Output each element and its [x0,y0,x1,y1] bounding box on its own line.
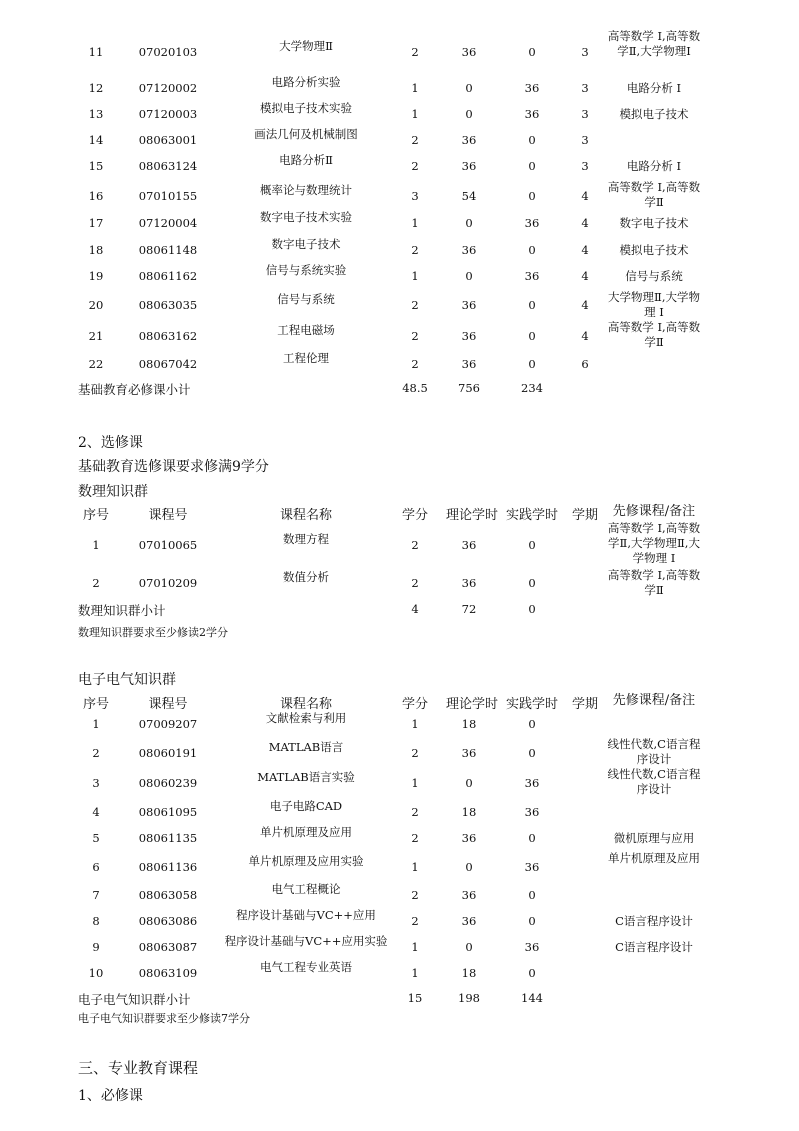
prerequisites: 微机原理与应用 [613,831,695,845]
row-index: 6 [92,860,100,874]
course-credit: 2 [411,538,419,552]
course-name: MATLAB语言实验 [257,770,355,784]
row-index: 2 [92,746,100,760]
course-credit: 1 [411,860,419,874]
theory-hours: 18 [461,717,477,731]
course-code: 08063086 [138,914,198,928]
prerequisites: 高等数学 Ⅰ,高等数学Ⅱ,大学物理Ⅱ,大学物理 Ⅰ [607,521,701,565]
row-index: 8 [92,914,100,928]
course-term: 4 [581,243,589,257]
practice-hours: 0 [528,357,536,371]
header-theory: 理论学时 [446,697,499,712]
theory-hours: 36 [461,298,477,312]
required-subtotal-credit: 48.5 [402,381,428,395]
course-code: 08060239 [138,776,198,790]
header-credit: 学分 [401,508,428,523]
course-code: 07009207 [138,717,198,731]
course-term: 4 [581,269,589,283]
course-term: 3 [581,45,589,59]
practice-hours: 0 [528,243,536,257]
course-name: 电路分析实验 [271,75,341,89]
row-index: 9 [92,940,100,954]
course-name: 电路分析Ⅱ [279,153,333,167]
theory-hours: 36 [461,746,477,760]
header-theory: 理论学时 [446,508,499,523]
prerequisites: 高等数学 Ⅰ,高等数学Ⅱ [607,568,701,597]
row-index: 3 [92,776,100,790]
prerequisites: 电路分析 Ⅰ [626,159,682,173]
course-term: 3 [581,107,589,121]
course-name: 数值分析 [283,570,329,584]
row-index: 11 [88,45,104,59]
row-index: 14 [88,133,104,147]
theory-hours: 36 [461,159,477,173]
row-index: 13 [88,107,104,121]
course-credit: 1 [411,966,419,980]
header-prereq: 先修课程/备注 [612,693,696,708]
theory-hours: 36 [461,888,477,902]
group2-subtotal-theory: 198 [458,991,480,1005]
prerequisites: 线性代数,C语言程序设计 [607,767,701,796]
group1-subtotal-theory: 72 [461,602,477,616]
course-name: 大学物理Ⅱ [279,39,333,53]
practice-hours: 36 [524,81,540,95]
course-name: 画法几何及机械制图 [254,127,358,141]
course-name: 数字电子技术 [271,237,341,251]
practice-hours: 0 [528,888,536,902]
prerequisites: 高等数学 Ⅰ,高等数学Ⅱ [607,320,701,349]
practice-hours: 0 [528,159,536,173]
course-credit: 2 [411,914,419,928]
practice-hours: 0 [528,576,536,590]
section3-title: 三、专业教育课程 [78,1059,199,1077]
course-credit: 2 [411,746,419,760]
course-credit: 2 [411,159,419,173]
theory-hours: 0 [465,776,473,790]
course-code: 07010209 [138,576,198,590]
required-subtotal-label: 基础教育必修课小计 [78,382,191,397]
course-term: 4 [581,216,589,230]
prerequisites: 信号与系统 [625,269,683,283]
course-credit: 1 [411,776,419,790]
course-term: 4 [581,329,589,343]
theory-hours: 36 [461,538,477,552]
required-subtotal-theory: 756 [458,381,480,395]
course-credit: 2 [411,329,419,343]
row-index: 1 [92,717,100,731]
practice-hours: 36 [524,216,540,230]
header-prereq: 先修课程/备注 [612,504,696,519]
course-code: 08063087 [138,940,198,954]
practice-hours: 0 [528,966,536,980]
course-name: 电子电路CAD [269,799,343,813]
header-practice: 实践学时 [506,697,559,712]
course-credit: 2 [411,357,419,371]
course-code: 08063035 [138,298,198,312]
row-index: 22 [88,357,104,371]
header-code: 课程号 [148,697,188,712]
course-name: 工程伦理 [283,351,329,365]
course-credit: 3 [411,189,419,203]
theory-hours: 0 [465,216,473,230]
row-index: 17 [88,216,104,230]
group1-note: 数理知识群要求至少修读2学分 [78,626,228,639]
course-credit: 1 [411,940,419,954]
course-credit: 2 [411,888,419,902]
course-code: 08063109 [138,966,198,980]
course-credit: 2 [411,133,419,147]
course-credit: 1 [411,717,419,731]
prerequisites: 大学物理Ⅱ,大学物理 Ⅰ [608,290,700,319]
theory-hours: 0 [465,81,473,95]
practice-hours: 36 [524,805,540,819]
course-name: 模拟电子技术实验 [260,101,352,115]
course-name: 信号与系统实验 [265,263,347,277]
practice-hours: 0 [528,329,536,343]
course-code: 08063162 [138,329,198,343]
course-name: 电气工程专业英语 [260,960,352,974]
course-credit: 2 [411,243,419,257]
prerequisites: 数字电子技术 [619,216,689,230]
header-term: 学期 [571,508,598,523]
row-index: 15 [88,159,104,173]
course-code: 08061136 [138,860,198,874]
header-index: 序号 [82,508,109,523]
header-term: 学期 [571,697,598,712]
theory-hours: 36 [461,133,477,147]
header-code: 课程号 [148,508,188,523]
row-index: 21 [88,329,104,343]
practice-hours: 0 [528,538,536,552]
course-name: 信号与系统 [277,292,335,306]
row-index: 16 [88,189,104,203]
header-name: 课程名称 [279,697,332,712]
theory-hours: 0 [465,107,473,121]
row-index: 7 [92,888,100,902]
course-term: 3 [581,133,589,147]
course-credit: 2 [411,805,419,819]
row-index: 5 [92,831,100,845]
prerequisites: 线性代数,C语言程序设计 [607,737,701,766]
elective-section-title: 2、选修课 [78,435,143,451]
row-index: 19 [88,269,104,283]
theory-hours: 36 [461,357,477,371]
theory-hours: 54 [461,189,477,203]
course-term: 3 [581,81,589,95]
group2-subtotal-label: 电子电气知识群小计 [78,992,191,1007]
course-credit: 1 [411,107,419,121]
practice-hours: 0 [528,133,536,147]
course-name: 概率论与数理统计 [260,183,352,197]
course-name: 数字电子技术实验 [260,210,352,224]
course-credit: 2 [411,831,419,845]
theory-hours: 0 [465,269,473,283]
prerequisites: C语言程序设计 [615,940,693,954]
prerequisites: C语言程序设计 [615,914,693,928]
header-practice: 实践学时 [506,508,559,523]
course-name: 单片机原理及应用 [260,825,352,839]
course-credit: 2 [411,576,419,590]
theory-hours: 36 [461,243,477,257]
row-index: 4 [92,805,100,819]
practice-hours: 0 [528,831,536,845]
group1-subtotal-label: 数理知识群小计 [78,603,166,618]
course-code: 07120003 [138,107,198,121]
prerequisites: 模拟电子技术 [619,243,689,257]
theory-hours: 36 [461,914,477,928]
header-name: 课程名称 [279,508,332,523]
theory-hours: 18 [461,805,477,819]
header-credit: 学分 [401,697,428,712]
course-name: 程序设计基础与VC++应用 [236,908,376,922]
practice-hours: 36 [524,107,540,121]
prerequisites: 高等数学 Ⅰ,高等数学Ⅱ,大学物理Ⅰ [607,29,701,58]
course-credit: 1 [411,81,419,95]
course-credit: 1 [411,216,419,230]
prerequisites: 电路分析 Ⅰ [626,81,682,95]
practice-hours: 36 [524,776,540,790]
course-credit: 2 [411,298,419,312]
prerequisites: 模拟电子技术 [619,107,689,121]
course-credit: 2 [411,45,419,59]
row-index: 18 [88,243,104,257]
row-index: 20 [88,298,104,312]
course-term: 4 [581,189,589,203]
course-name: 数理方程 [283,532,329,546]
course-name: 电气工程概论 [271,882,341,896]
course-code: 08063124 [138,159,198,173]
group2-subtotal-practice: 144 [521,991,543,1005]
practice-hours: 36 [524,269,540,283]
prerequisites: 单片机原理及应用 [608,851,700,865]
practice-hours: 0 [528,914,536,928]
section3-subtitle: 1、必修课 [78,1088,143,1104]
course-code: 08061095 [138,805,198,819]
theory-hours: 36 [461,831,477,845]
elective-requirement: 基础教育选修课要求修满9学分 [78,459,269,475]
practice-hours: 0 [528,746,536,760]
required-subtotal-practice: 234 [521,381,543,395]
course-code: 07010155 [138,189,198,203]
practice-hours: 0 [528,717,536,731]
course-code: 08067042 [138,357,198,371]
course-code: 07010065 [138,538,198,552]
course-code: 07120002 [138,81,198,95]
practice-hours: 0 [528,298,536,312]
theory-hours: 0 [465,940,473,954]
course-code: 08060191 [138,746,198,760]
group1-title: 数理知识群 [78,484,148,500]
course-term: 6 [581,357,589,371]
header-index: 序号 [82,697,109,712]
theory-hours: 36 [461,576,477,590]
course-term: 4 [581,298,589,312]
course-code: 07020103 [138,45,198,59]
practice-hours: 36 [524,860,540,874]
course-code: 08061148 [138,243,198,257]
theory-hours: 18 [461,966,477,980]
course-name: 文献检索与利用 [265,711,347,725]
group2-title: 电子电气知识群 [78,672,176,688]
course-credit: 1 [411,269,419,283]
group2-subtotal-credit: 15 [407,991,423,1005]
practice-hours: 36 [524,940,540,954]
row-index: 10 [88,966,104,980]
course-code: 08063001 [138,133,198,147]
row-index: 1 [92,538,100,552]
group1-subtotal-credit: 4 [411,602,419,616]
course-name: 工程电磁场 [277,323,335,337]
group1-subtotal-practice: 0 [528,602,536,616]
course-term: 3 [581,159,589,173]
group2-note: 电子电气知识群要求至少修读7学分 [78,1012,250,1025]
practice-hours: 0 [528,189,536,203]
theory-hours: 36 [461,329,477,343]
course-name: 单片机原理及应用实验 [248,854,364,868]
practice-hours: 0 [528,45,536,59]
course-code: 08061135 [138,831,198,845]
course-code: 08061162 [138,269,198,283]
row-index: 2 [92,576,100,590]
course-code: 07120004 [138,216,198,230]
theory-hours: 0 [465,860,473,874]
course-code: 08063058 [138,888,198,902]
row-index: 12 [88,81,104,95]
course-name: 程序设计基础与VC++应用实验 [224,934,388,948]
course-name: MATLAB语言 [268,740,344,754]
prerequisites: 高等数学 Ⅰ,高等数学Ⅱ [607,180,701,209]
theory-hours: 36 [461,45,477,59]
